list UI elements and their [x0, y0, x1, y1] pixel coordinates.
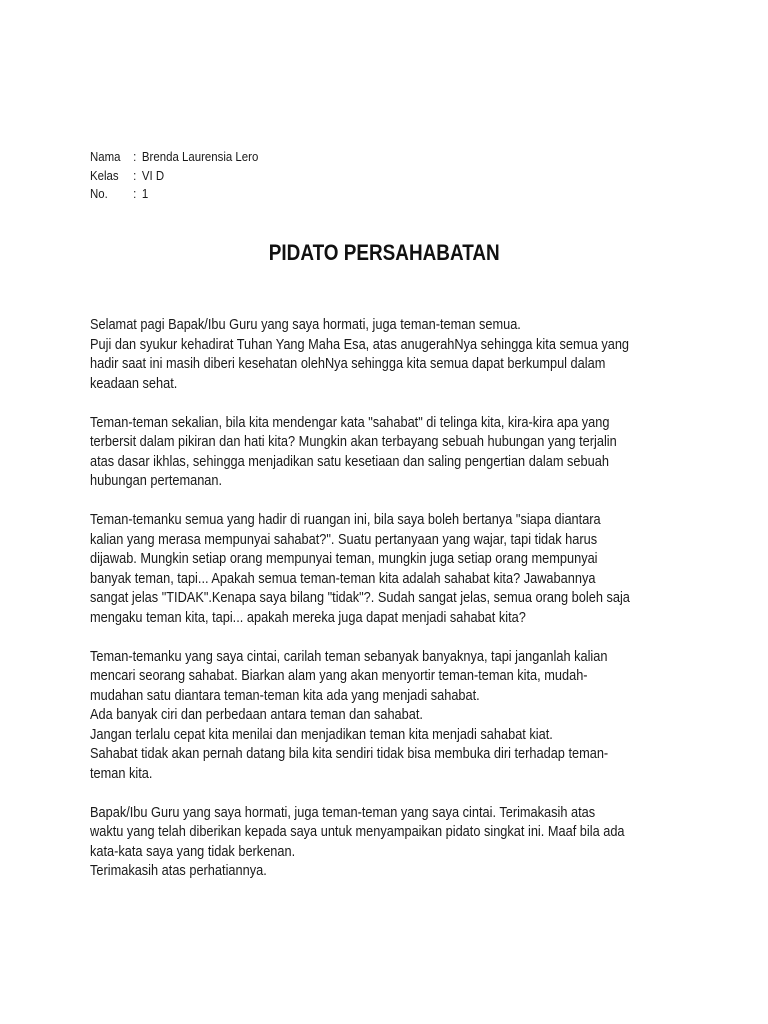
- info-value: Brenda Laurensia Lero: [141, 149, 259, 164]
- info-row-kelas: [90, 167, 258, 186]
- text-line: Teman-temanku semua yang hadir di ruangan ini, bila saya boleh bertanya "siapa diantara: [90, 512, 601, 528]
- text-line: atas dasar ikhlas, sehingga menjadikan satu kesetiaan dan saling pengertian dalam sebuah: [90, 453, 609, 470]
- info-label: Kelas: [90, 167, 119, 183]
- speech-body: [90, 316, 703, 901]
- text-line: Selamat pagi Bapak/Ibu Guru yang saya hormati, juga teman-teman semua.: [90, 317, 521, 333]
- text-line: hadir saat ini masih diberi kesehatan olehNya sehingga kita semua dapat berkumpul dalam: [90, 356, 606, 372]
- text-line: mencari seorang sahabat. Biarkan alam yang akan menyortir teman-teman kita, mudah-: [90, 668, 588, 684]
- student-info: [90, 148, 258, 204]
- text-line: teman kita.: [90, 765, 153, 782]
- text-line: sangat jelas "TIDAK".Kenapa saya bilang "tidak"?. Sudah sangat jelas, semua orang boleh saja: [90, 590, 630, 606]
- paragraph-2: [90, 414, 703, 492]
- text-line: mudahan satu diantara teman-teman kita ada yang menjadi sahabat.: [90, 687, 480, 704]
- text-line: Puji dan syukur kehadirat Tuhan Yang Maha Esa, atas anugerahNya sehingga kita semua yang: [90, 336, 630, 353]
- info-value: 1: [141, 186, 149, 201]
- document-title: [0, 240, 768, 266]
- paragraph-greeting: [90, 316, 703, 394]
- text-line: Ada banyak ciri dan perbedaan antara teman dan sahabat.: [90, 707, 423, 723]
- info-separator: :: [133, 186, 137, 201]
- info-separator: :: [133, 149, 137, 164]
- paragraph-4: [90, 648, 703, 785]
- text-line: banyak teman, tapi... Apakah semua teman-teman kita adalah sahabat kita? Jawabannya: [90, 570, 596, 587]
- text-line: Jangan terlalu cepat kita menilai dan menjadikan teman kita menjadi sahabat kiat.: [90, 726, 553, 743]
- title-text: PIDATO PERSAHABATAN: [268, 240, 500, 265]
- paragraph-3: [90, 511, 703, 628]
- text-line: hubungan pertemanan.: [90, 473, 223, 489]
- text-line: terbersit dalam pikiran dan hati kita? Mungkin akan terbayang sebuah hubungan yang terjalin: [90, 434, 617, 450]
- info-row-nama: [90, 148, 258, 167]
- info-row-no: [90, 185, 258, 204]
- text-line: mengaku teman kita, tapi... apakah mereka juga dapat menjadi sahabat kita?: [90, 609, 526, 626]
- text-line: waktu yang telah diberikan kepada saya untuk menyampaikan pidato singkat ini. Maaf bila ada: [90, 824, 625, 840]
- text-line: Teman-teman sekalian, bila kita mendengar kata "sahabat" di telinga kita, kira-kira apa yang: [90, 414, 610, 431]
- info-label: Nama: [90, 149, 121, 164]
- text-line: kalian yang merasa mempunyai sahabat?". Suatu pertanyaan yang wajar, tapi tidak harus: [90, 531, 598, 548]
- info-separator: :: [133, 167, 137, 183]
- text-line: Terimakasih atas perhatiannya.: [90, 863, 267, 879]
- info-label: No.: [90, 186, 108, 201]
- text-line: Bapak/Ibu Guru yang saya hormati, juga teman-teman yang saya cintai. Terimakasih atas: [90, 804, 596, 821]
- text-line: keadaan sehat.: [90, 375, 178, 392]
- text-line: Sahabat tidak akan pernah datang bila kita sendiri tidak bisa membuka diri terhadap teman-: [90, 746, 609, 762]
- text-line: dijawab. Mungkin setiap orang mempunyai teman, mungkin juga setiap orang mempunyai: [90, 551, 598, 567]
- text-line: kata-kata saya yang tidak berkenan.: [90, 843, 296, 860]
- info-value: VI D: [141, 167, 165, 183]
- paragraph-closing: [90, 804, 703, 882]
- text-line: Teman-temanku yang saya cintai, carilah teman sebanyak banyaknya, tapi janganlah kalian: [90, 648, 608, 665]
